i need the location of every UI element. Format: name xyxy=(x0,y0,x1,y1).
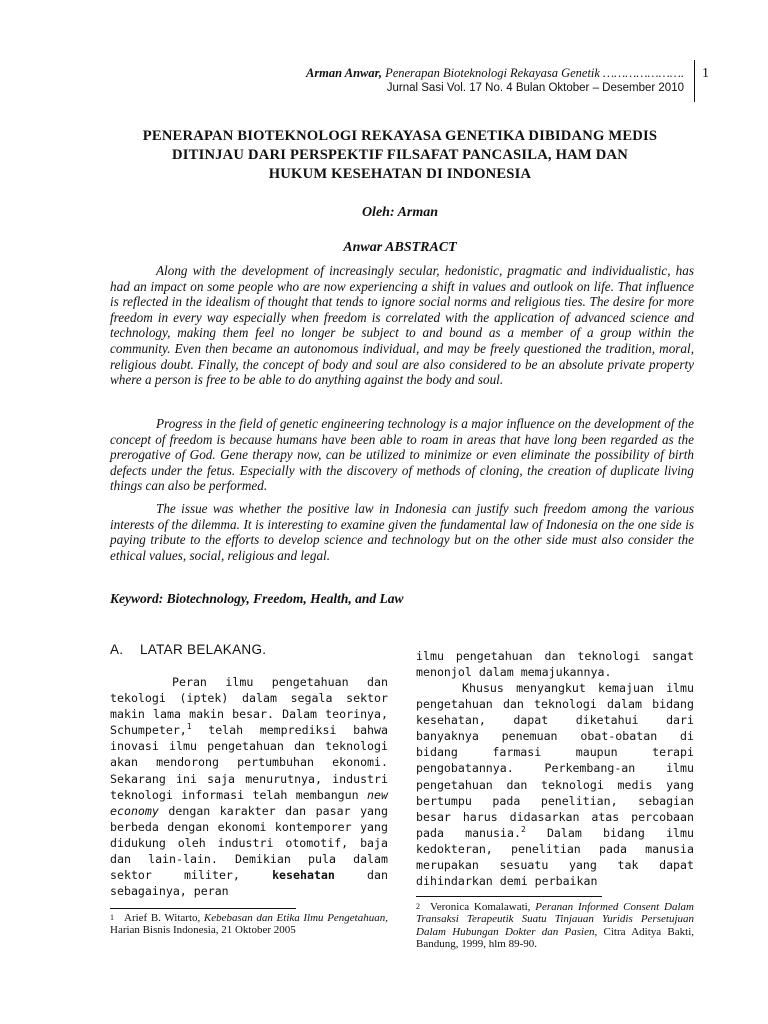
running-header xyxy=(306,66,684,81)
footnote-divider-right xyxy=(416,896,602,897)
keywords: Keyword: Biotechnology, Freedom, Health, and Law xyxy=(110,591,404,606)
section-heading xyxy=(110,642,266,657)
abstract-paragraph-3: The issue was whether the positive law in Indonesia can justify such freedom among the various interests of the dilemma. It is interesting to examine given the fundamental law of Indonesia on the one side is paying tribute to the efforts to develop science and technology but on the other side must also consider the ethical values, social, religious and legal. xyxy=(110,501,694,563)
abstract-paragraph-2: Progress in the field of genetic engineering technology is a major influence on the development of the concept of freedom is because humans have been able to roam in areas that have long been regarded as the prerogative of God. Gene therapy now, can be utilized to minimize or even eliminate the possibility of birth defects under the fetus. Especially with the discovery of methods of cloning, the creation of duplicate living things can also be performed. xyxy=(110,416,694,494)
footnote-1-title: Kebebasan dan Etika Ilmu Pengetahuan xyxy=(203,912,386,924)
footnote-2-title: Peranan Informed Consent Dalam Transaksi Terapeutik Suatu Tinjauan Yuridis Persetujuan Dalam Hubungan Dokter dan Pasien xyxy=(416,901,694,938)
footnote-1 xyxy=(110,912,388,937)
title-line-2: DITINJAU DARI PERSPEKTIF FILSAFAT PANCASILA, HAM DAN xyxy=(172,147,628,163)
abstract-paragraph-1: Along with the development of increasingly secular, hedonistic, pragmatic and individualistic, has had an impact on some people who are now experiencing a shift in values and outlook on life. That influence is reflected in the idealism of thought that tends to ignore social norms and religious ties. The desire for more freedom in every way especially when freedom is correlated with the application of advanced science and technology, making them feel no longer be subject to and bound as a member of a group within the community. Even then became an autonomous individual, and may be freely questioned the tradition, moral, religious doubt. Finally, the concept of body and soul are also considered to be an absolute private property where a person is free to be able to do anything against the body and soul. xyxy=(110,263,694,388)
section-title: LATAR BELAKANG. xyxy=(140,642,267,657)
right-column-continuation: ilmu pengetahuan dan teknologi sangat menonjol dalam memajukannya. xyxy=(416,649,694,680)
byline: Oleh: Arman xyxy=(361,205,439,220)
page-number: 1 xyxy=(702,66,709,81)
title-line-3: HUKUM KESEHATAN DI INDONESIA xyxy=(268,166,532,182)
left-column-paragraph xyxy=(110,674,388,899)
footnote-2-rest: , Citra Aditya Bakti, Bandung, 1999, hlm 89-90. xyxy=(416,925,694,951)
journal-citation: Jurnal Sasi Vol. 17 No. 4 Bulan Oktober – Desember 2010 xyxy=(386,82,684,94)
header-divider xyxy=(694,60,695,102)
footnote-ref-1[interactable]: 1 xyxy=(186,722,192,732)
paper-title xyxy=(100,127,700,184)
abstract-heading: Anwar ABSTRACT xyxy=(343,240,457,255)
left-text-3: dengan karakter dan pasar yang berbeda dengan ekonomi kontemporer yang didukung oleh industri otomotif, baja dan lain-lain. Demikian pula dalam sektor militer, xyxy=(110,803,388,883)
footnote-1-rest: , Harian Bisnis Indonesia, 21 Oktober 2005 xyxy=(110,912,388,937)
footnote-divider-left xyxy=(110,908,296,909)
header-running-title: Penerapan Bioteknologi Rekayasa Genetik …………………. xyxy=(381,66,684,80)
footnote-1-mark: 1 xyxy=(110,913,114,922)
footnote-ref-2[interactable]: 2 xyxy=(520,824,526,834)
section-number: A. xyxy=(110,642,124,657)
right-text-2: Dalam bidang ilmu kedokteran, penelitian pada manusia merupakan sesuatu yang tak dapat dihindarkan demi perbaikan xyxy=(416,825,694,889)
left-bold-term: kesehatan xyxy=(272,868,335,883)
footnote-2-mark: 2 xyxy=(416,902,420,911)
header-author: Arman Anwar, xyxy=(305,66,382,80)
right-column-paragraph xyxy=(416,680,694,889)
footnote-2 xyxy=(416,901,694,951)
left-text-4: dan sebagainya, peran xyxy=(110,868,388,899)
footnote-1-author: Arief B. Witarto, xyxy=(124,912,204,924)
footnote-2-author: Veronica Komalawati, xyxy=(430,901,536,913)
left-italic-term: new economy xyxy=(110,787,388,818)
right-text-1: Khusus menyangkut kemajuan ilmu pengetahuan dan teknologi dalam bidang kesehatan, dapat diketahui dari banyaknya penemuan obat-obatan di bidang farmasi maupun terapi pengobatannya. Perkembang-an ilmu pengetahuan dan teknologi medis yang bertumpu pada penelitian, sebagian besar harus didasarkan atas percobaan pada manusia. xyxy=(416,681,694,840)
left-text-2: telah memprediksi bahwa inovasi ilmu pengetahuan dan teknologi akan mendorong pertumbuhan ekonomi. Sekarang ini saja menurutnya, industri teknologi informasi telah membangun xyxy=(110,723,388,802)
left-text-1: Peran ilmu pengetahuan dan tekologi (iptek) dalam segala sektor makin lama makin besar. Dalam teorinya, Schumpeter, xyxy=(110,675,388,738)
title-line-1: PENERAPAN BIOTEKNOLOGI REKAYASA GENETIKA DIBIDANG MEDIS xyxy=(142,128,658,144)
